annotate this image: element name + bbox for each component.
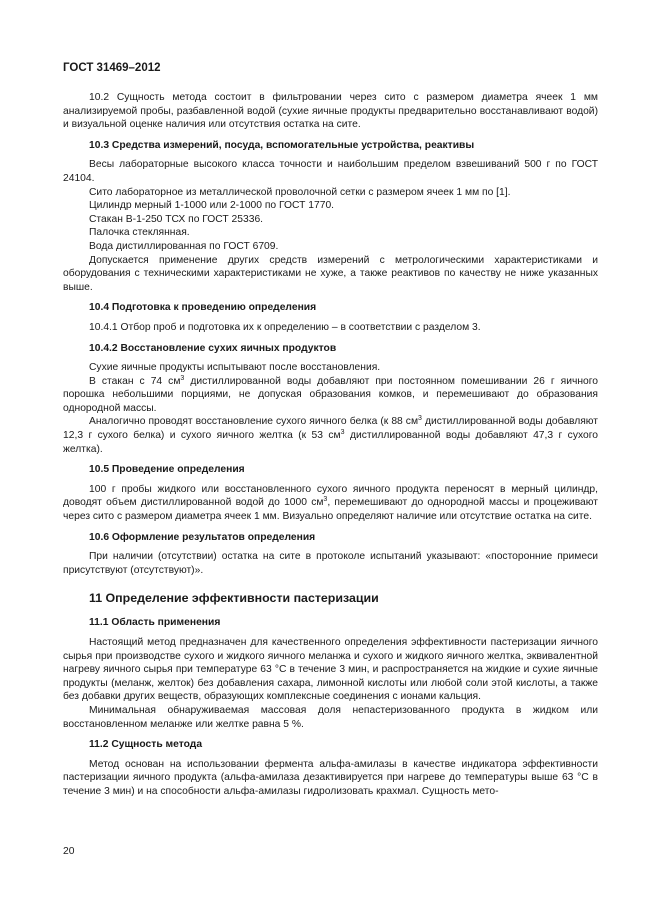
heading-11-2: 11.2 Сущность метода <box>89 739 203 751</box>
list-item: Стакан В-1-250 ТСХ по ГОСТ 25336. <box>89 213 264 225</box>
list-item: Весы лабораторные высокого класса точности и наибольшим пределом взвешиваний 500 г по ГОСТ 24104. <box>63 159 598 184</box>
heading-10-4: 10.4 Подготовка к проведению определения <box>89 302 317 314</box>
paragraph-10-4-2c <box>63 415 598 456</box>
heading-10-6: 10.6 Оформление результатов определения <box>89 531 316 543</box>
heading-10-4-2: 10.4.2 Восстановление сухих яичных продуктов <box>89 342 337 354</box>
heading-10-5: 10.5 Проведение определения <box>89 464 245 476</box>
list-item: Допускается применение других средств измерений с метрологическими характеристиками и оборудования с техническими характеристиками не хуже, а также реактивов по качеству не ниже указанных выше. <box>63 254 598 293</box>
paragraph-10-5 <box>63 483 598 524</box>
list-item: Цилиндр мерный 1-1000 или 2-1000 по ГОСТ 1770. <box>89 200 335 212</box>
paragraph-10-2: 10.2 Сущность метода состоит в фильтровании через сито с размером диаметра ячеек 1 мм анализируемой пробы, разбавленной водой (сухие яичные продукты предварительно восстанавливают водой) и визуальной оценке наличия или отсутствия остатка на сите. <box>63 92 598 131</box>
text-span: 100 г пробы жидкого или восстановленного сухого яичного продукта переносят в мерный цилиндр, доводят объем дистиллированной водой до 1000 см <box>63 483 598 509</box>
heading-11-1: 11.1 Область применения <box>89 617 221 629</box>
paragraph-10-4-1: 10.4.1 Отбор проб и подготовка их к определению – в соответствии с разделом 3. <box>89 321 481 333</box>
paragraph-11-2: Метод основан на использовании фермента альфа-амилазы в качестве индикатора эффективности пастеризации яичного продукта (альфа-амилаза дезактивируется при нагреве до температуры выше 63 °С в течение 3 мин) и на способности альфа-амилазы гидролизовать крахмал. Сущность мето- <box>63 758 598 797</box>
heading-11: 11 Определение эффективности пастеризации <box>89 591 379 606</box>
superscript: 3 <box>180 374 185 382</box>
paragraph-10-4-2a: Сухие яичные продукты испытывают после восстановления. <box>89 362 381 374</box>
paragraph-10-4-2b <box>63 375 598 416</box>
text-span: дистиллированной воды добавляют 12,3 г сухого белка) и сухого яичного желтка (к 53 см <box>63 416 598 442</box>
text-span: , перемешивают до однородной массы и процеживают через сито с размером диаметра ячеек 1 мм. Визуально определяют наличие или отсутствие остатка на сите. <box>63 497 598 523</box>
list-item: Сито лабораторное из металлической проволочной сетки с размером ячеек 1 мм по [1]. <box>89 186 511 198</box>
list-item: Вода дистиллированная по ГОСТ 6709. <box>89 240 279 252</box>
superscript: 3 <box>323 496 328 504</box>
text-span: дистиллированной воды добавляют 47,3 г сухого желтка). <box>63 430 598 455</box>
text-span: дистиллированной воды добавляют при постоянном помешивании 26 г яичного порошка небольшими порциями, не допуская образования комков, и перемешивают до образования однородной массы. <box>63 375 598 414</box>
paragraph-11-1b: Минимальная обнаруживаемая массовая доля непастеризованного продукта в жидком или восстановленном меланже или желтке равна 5 %. <box>63 704 598 730</box>
superscript: 3 <box>418 415 422 423</box>
list-item: Палочка стеклянная. <box>89 227 190 239</box>
heading-10-3: 10.3 Средства измерений, посуда, вспомогательные устройства, реактивы <box>89 139 475 151</box>
superscript: 3 <box>340 429 345 437</box>
paragraph-11-1a: Настоящий метод предназначен для качественного определения эффективности пастеризации яичного сырья при производстве сухого и жидкого яичного меланжа и сухого и жидкого яичного желтка, эквивалентной нагреву яичного сырья при температуре 63 °С в течение 3 мин, и распространяется на жидкие и сухие яичные продукты (меланж, желток) без добавления сахара, лимонной кислоты или любой соли этой кислоты, а также без добавки других веществ, образующих комплексные соединения с ионами кальция. <box>63 637 598 703</box>
paragraph-10-6: При наличии (отсутствии) остатка на сите в протоколе испытаний указывают: «посторонние примеси присутствуют (отсутствуют)». <box>63 551 598 576</box>
text-span: Аналогично проводят восстановление сухого яичного белка (к 88 см <box>89 416 419 428</box>
document-header: ГОСТ 31469–2012 <box>63 62 161 74</box>
document-page <box>63 62 598 799</box>
page-number: 20 <box>63 846 75 857</box>
text-span: В стакан с 74 см <box>89 375 181 387</box>
